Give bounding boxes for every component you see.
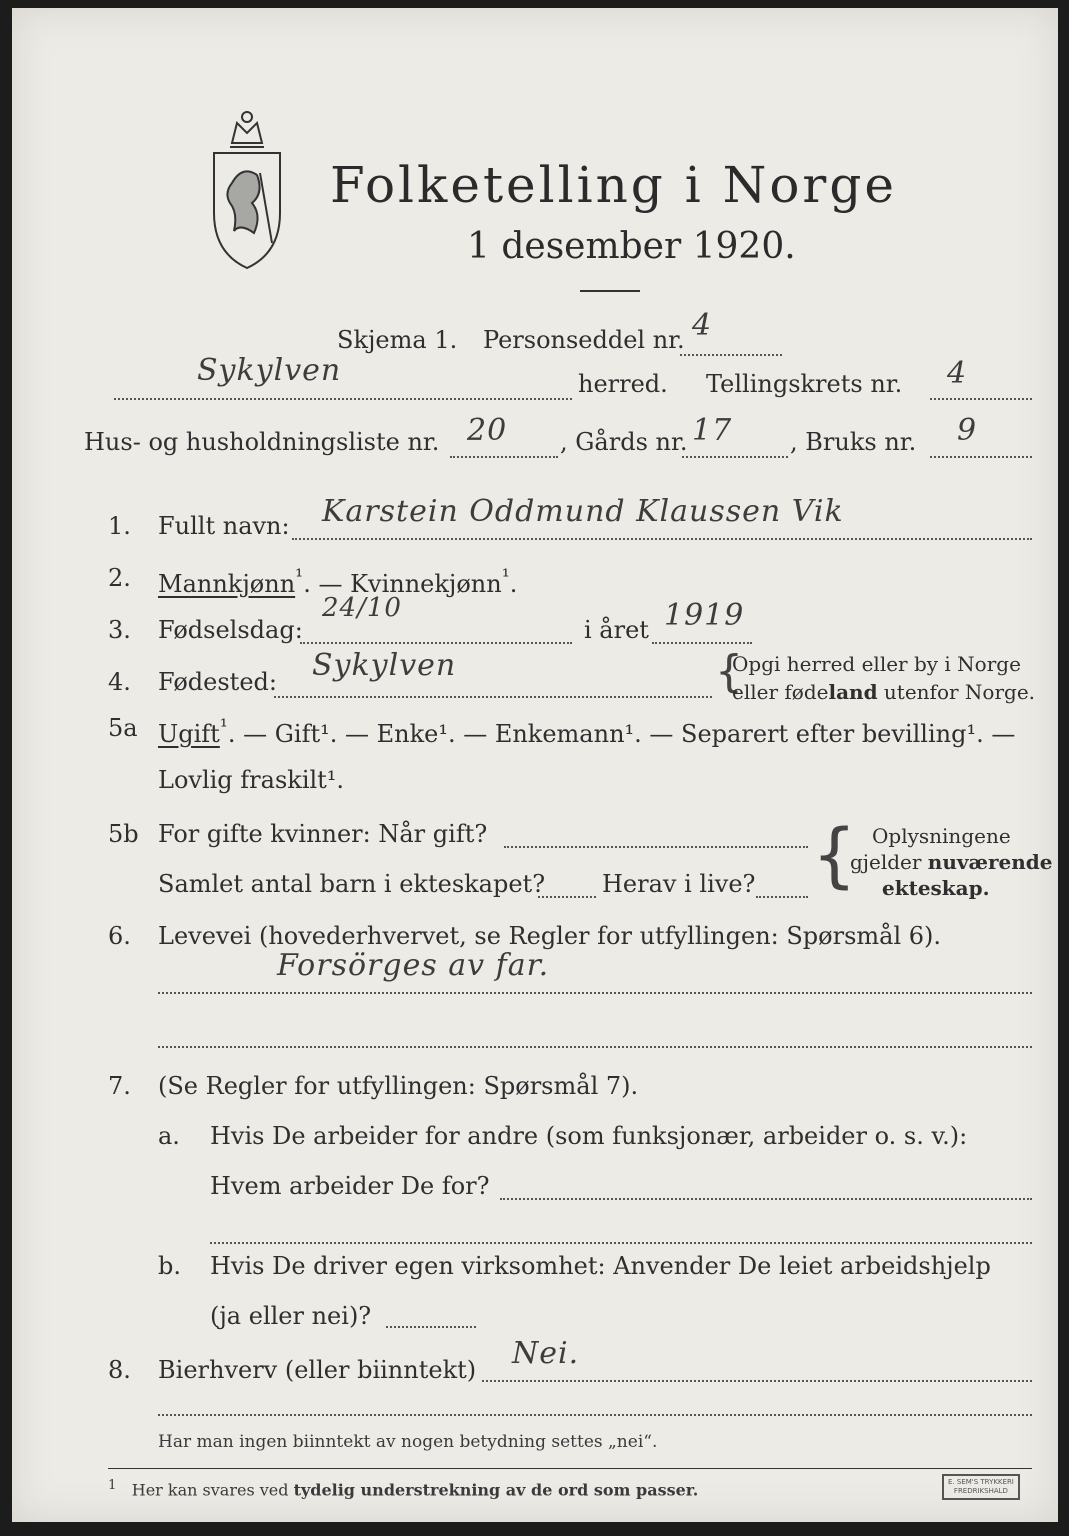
side-income-value: Nei. <box>512 1336 580 1371</box>
herred-label: herred. <box>578 370 668 398</box>
option-mannkjonn: Mannkjønn <box>158 570 296 598</box>
bruks-value: 9 <box>957 413 978 448</box>
option-kvinnekjonn: Kvinnekjønn <box>350 570 502 598</box>
q5a-options: Ugift$^{^1}$. — Gift¹. — Enke¹. — Enkemann¹. — Separert efter bevilling¹. — <box>158 714 1016 748</box>
personseddel-line <box>680 354 782 356</box>
q1-line <box>292 538 1032 540</box>
q7a-text: Hvis De arbeider for andre (som funksjonær, arbeider o. s. v.): <box>210 1122 968 1150</box>
tellingskrets-value: 4 <box>947 356 968 391</box>
gards-value: 17 <box>692 413 733 448</box>
occupation-value: Forsörges av far. <box>277 948 550 983</box>
schema-label: Skjema 1. <box>337 326 458 354</box>
hus-line <box>450 456 558 458</box>
q7a-question: Hvem arbeider De for? <box>210 1172 490 1200</box>
children-line <box>538 896 596 898</box>
norwegian-coat-of-arms-icon <box>202 103 292 273</box>
q5b-number: 5b <box>108 820 139 848</box>
q7b-text: Hvis De driver egen virksomhet: Anvender De leiet arbeidshjelp <box>210 1252 991 1280</box>
census-form-page <box>12 8 1058 1522</box>
census-date: 1 desember 1920. <box>467 226 796 267</box>
occupation-line-2 <box>158 1046 1032 1048</box>
divider <box>580 290 640 292</box>
herred-line <box>114 398 572 400</box>
q7a-letter: a. <box>158 1122 180 1150</box>
full-name-value: Karstein Oddmund Klaussen Vik <box>322 494 844 529</box>
birth-year-value: 1919 <box>664 598 745 633</box>
q5b-note-2: gjelder nuværende <box>850 850 1053 874</box>
q8-number: 8. <box>108 1356 131 1384</box>
q3-label: Fødselsdag: <box>158 616 303 644</box>
q1-number: 1. <box>108 512 131 540</box>
q4-number: 4. <box>108 668 131 696</box>
side-income-line-1 <box>482 1380 1032 1382</box>
birthdate-value: 24/10 <box>322 593 402 623</box>
occupation-line-1 <box>158 992 1032 994</box>
married-date-line <box>504 846 808 848</box>
birthplace-note-1: Opgi herred eller by i Norge <box>732 652 1021 676</box>
employer-line-2 <box>210 1242 1032 1244</box>
q7-label: (Se Regler for utfyllingen: Spørsmål 7). <box>158 1072 639 1100</box>
q5b-note-3: ekteskap. <box>882 876 990 900</box>
gards-line <box>682 456 788 458</box>
birthplace-value: Sykylven <box>312 648 457 683</box>
q8-label: Bierhverv (eller biinntekt) <box>158 1356 477 1384</box>
q5b-label-2: Samlet antal barn i ekteskapet? <box>158 870 546 898</box>
q1-label: Fullt navn: <box>158 512 290 540</box>
bruks-line <box>930 456 1032 458</box>
year-label: i året <box>584 616 649 644</box>
note-brace-5b: { <box>812 814 857 896</box>
footnote: $^1$ Her kan svares ved tydelig understrekning av de ord som passer. <box>108 1478 699 1500</box>
side-income-line-2 <box>158 1414 1032 1416</box>
q2-options: Mannkjønn$^{^1}$. — Kvinnekjønn$^{^1}$. <box>158 564 518 598</box>
employer-line-1 <box>500 1198 1032 1200</box>
option-ugift: Ugift <box>158 720 220 748</box>
q5a-line2: Lovlig fraskilt¹. <box>158 766 345 794</box>
q7-number: 7. <box>108 1072 131 1100</box>
living-children-line <box>756 896 808 898</box>
q5a-number: 5a <box>108 714 138 742</box>
hus-value: 20 <box>467 413 508 448</box>
side-income-note: Har man ingen biinntekt av nogen betydning settes „nei“. <box>158 1432 658 1452</box>
q6-number: 6. <box>108 922 131 950</box>
hired-help-line <box>386 1326 476 1328</box>
tellingskrets-label: Tellingskrets nr. <box>706 370 903 398</box>
q2-number: 2. <box>108 564 131 592</box>
bruks-label: , Bruks nr. <box>790 428 917 456</box>
hus-label: Hus- og husholdningsliste nr. <box>84 428 440 456</box>
q5b-note-1: Oplysningene <box>872 824 1011 848</box>
note-brace: { <box>715 646 743 697</box>
tellingskrets-line <box>930 398 1032 400</box>
form-title: Folketelling i Norge <box>330 156 897 214</box>
birthdate-line <box>300 642 572 644</box>
q3-number: 3. <box>108 616 131 644</box>
q5b-label-1: For gifte kvinner: Når gift? <box>158 820 488 848</box>
gards-label: , Gårds nr. <box>560 428 688 456</box>
birthplace-line <box>274 696 712 698</box>
q7b-letter: b. <box>158 1252 181 1280</box>
personseddel-label: Personseddel nr. <box>483 326 685 354</box>
q5b-label-3: Herav i live? <box>602 870 756 898</box>
year-line <box>652 642 752 644</box>
q6-label: Levevei (hovederhvervet, se Regler for utfyllingen: Spørsmål 6). <box>158 922 942 950</box>
q7b-question: (ja eller nei)? <box>210 1302 372 1330</box>
birthplace-note-2: eller fødeland utenfor Norge. <box>732 680 1036 704</box>
herred-value: Sykylven <box>197 353 342 388</box>
printer-stamp: E. SEM'S TRYKKERI FREDRIKSHALD <box>942 1474 1020 1500</box>
q4-label: Fødested: <box>158 668 277 696</box>
personseddel-value: 4 <box>692 308 713 343</box>
footer-divider <box>108 1468 1032 1469</box>
